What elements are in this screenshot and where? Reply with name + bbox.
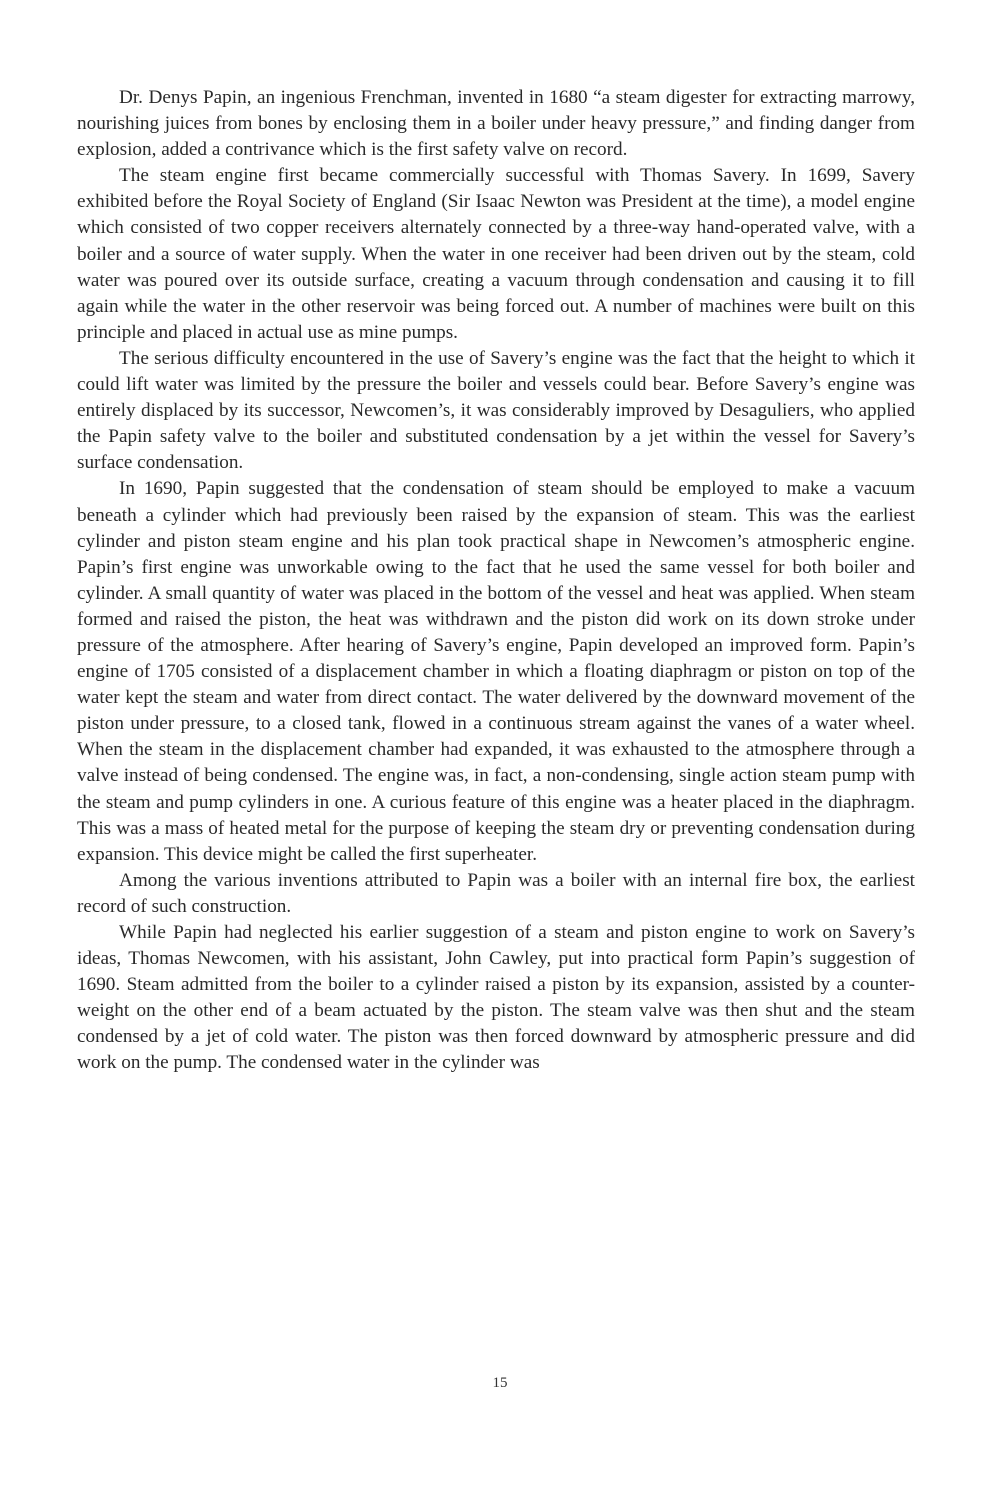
paragraph-papin-cylinder: In 1690, Papin suggested that the condensation of steam should be employed to make a vacuum beneath a cylinder which had previously been raised by the expansion of steam. This was the earliest cylinder and piston steam engine and his plan took practical shape in Newcomen’s atmospheric engine. Papin’s first engine was unworkable owing to the fact that he used the same vessel for both boiler and cylinder. A small quantity of water was placed in the bottom of the vessel and heat was applied. When steam formed and raised the piston, the heat was withdrawn and the piston did work on its down stroke under pressure of the atmosphere. After hearing of Savery’s engine, Papin developed an improved form. Papin’s engine of 1705 consisted of a displacement chamber in which a floating diaphragm or piston on top of the water kept the steam and water from direct contact. The water delivered by the downward movement of the piston under pressure, to a closed tank, flowed in a continuous stream against the vanes of a water wheel. When the steam in the displacement chamber had expanded, it was exhausted to the atmosphere through a valve instead of being condensed. The engine was, in fact, a non-condensing, single action steam pump with the steam and pump cylinders in one. A curious feature of this engine was a heater placed in the diaphragm. This was a mass of heated metal for the purpose of keeping the steam dry or preventing condensation during expansion. This device might be called the first superheater.: [77, 478, 915, 865]
paragraph-newcomen-engine: While Papin had neglected his earlier suggestion of a steam and piston engine to work on Savery’s ideas, Thomas Newcomen, with his assistant, John Cawley, put into practical form Papin’s suggestion of 1690. Steam admitted from the boiler to a cylinder raised a piston by its expansion, assisted by a counter-weight on the other end of a beam actuated by the piston. The steam valve was then shut and the steam condensed by a jet of cold water. The piston was then forced downward by atmospheric pressure and did work on the pump. The condensed water in the cylinder was: [77, 922, 915, 1074]
paragraph-papin-boiler: Among the various inventions attributed to Papin was a boiler with an internal fire box, the earliest record of such construction.: [77, 869, 915, 917]
paragraph-savery-engine: The steam engine first became commercially successful with Thomas Savery. In 1699, Savery exhibited before the Royal Society of England (Sir Isaac Newton was President at the time), a model engine which consisted of two copper receivers alternately connected by a three-way hand-operated valve, with a boiler and a source of water supply. When the water in one receiver had been driven out by the steam, cold water was poured over its outside surface, creating a vacuum through condensation and causing it to fill again while the water in the other reservoir was being forced out. A number of machines were built on this principle and placed in actual use as mine pumps.: [77, 165, 915, 343]
paragraph-savery-difficulty: The serious difficulty encountered in the use of Savery’s engine was the fact that the height to which it could lift water was limited by the pressure the boiler and vessels could bear. Before Savery’s engine was entirely displaced by its successor, Newcomen’s, it was considerably improved by Desaguliers, who applied the Papin safety valve to the boiler and substituted condensation by a jet within the vessel for Savery’s surface condensation.: [77, 347, 915, 474]
page-body: [77, 85, 915, 1077]
page-number: 15: [492, 1375, 508, 1391]
paragraph-papin-digester: Dr. Denys Papin, an ingenious Frenchman, invented in 1680 “a steam digester for extracting marrowy, nourishing juices from bones by enclosing them in a boiler under heavy pressure,” and finding danger from explosion, added a contrivance which is the first safety valve on record.: [77, 87, 915, 161]
